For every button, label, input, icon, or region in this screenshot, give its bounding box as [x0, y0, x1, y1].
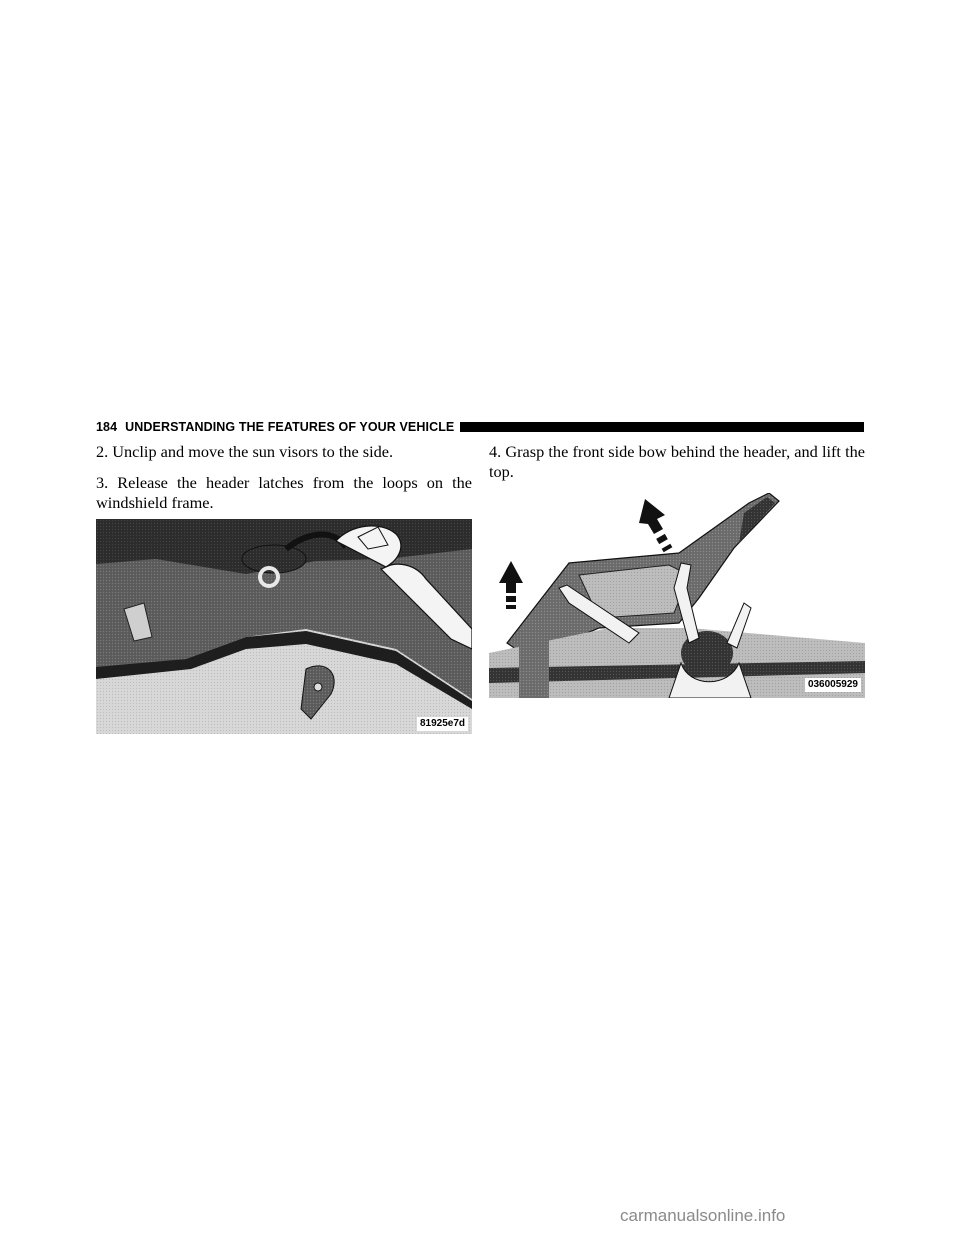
step-2-text: 2. Unclip and move the sun visors to the side.	[96, 442, 394, 461]
left-column	[96, 442, 472, 734]
figure-header-latch	[96, 519, 472, 734]
page-header	[96, 418, 864, 436]
right-column	[489, 442, 865, 698]
step-4-text: 4. Grasp the front side bow behind the header, and lift the top.	[489, 442, 865, 481]
figure-code-right: 036005929	[805, 678, 861, 692]
header-rule	[460, 422, 864, 432]
header-latch-illustration	[96, 519, 472, 734]
step-3-text: 3. Release the header latches from the loops on the windshield frame.	[96, 473, 472, 512]
lift-top-illustration	[489, 493, 865, 698]
figure-lift-top	[489, 493, 865, 698]
section-title: UNDERSTANDING THE FEATURES OF YOUR VEHICLE	[125, 420, 455, 434]
page-number: 184	[96, 420, 118, 434]
figure-code-left: 81925e7d	[417, 717, 468, 731]
watermark: carmanualsonline.info	[620, 1206, 786, 1225]
